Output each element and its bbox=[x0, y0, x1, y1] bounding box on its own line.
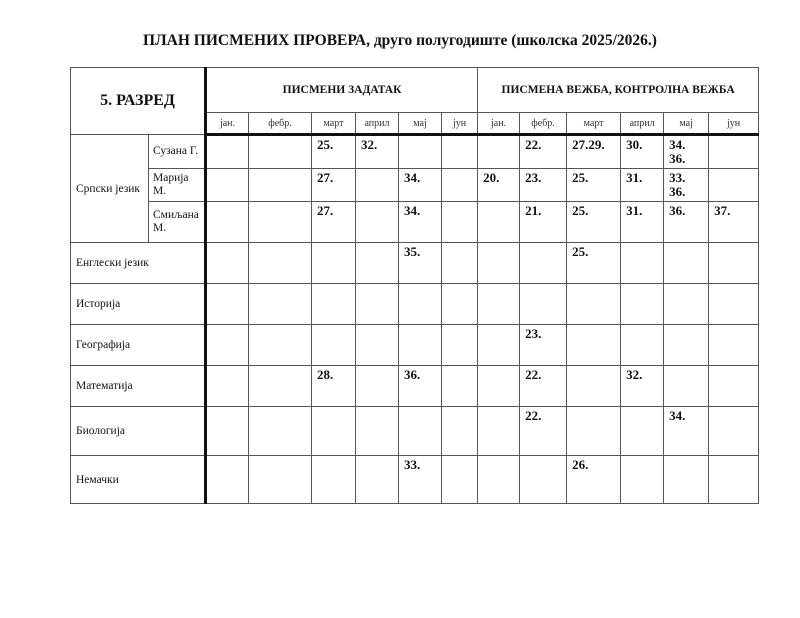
test-cell bbox=[567, 325, 621, 366]
test-cell: 36. bbox=[664, 202, 709, 243]
test-cell: 36. bbox=[399, 366, 442, 407]
test-cell bbox=[621, 407, 664, 456]
test-cell bbox=[399, 407, 442, 456]
table-row bbox=[71, 456, 759, 504]
month-header: јун bbox=[442, 113, 478, 135]
test-cell: 34. bbox=[664, 407, 709, 456]
test-cell: 34. bbox=[399, 169, 442, 202]
test-cell: 27. bbox=[312, 169, 356, 202]
test-cell bbox=[478, 456, 520, 504]
month-header: април bbox=[356, 113, 399, 135]
test-cell: 37. bbox=[709, 202, 759, 243]
teacher-name: Сузана Г. bbox=[149, 135, 206, 169]
test-cell: 22. bbox=[520, 135, 567, 169]
test-cell bbox=[442, 243, 478, 284]
month-header: фебр. bbox=[520, 113, 567, 135]
test-cell bbox=[206, 243, 249, 284]
test-cell: 31. bbox=[621, 202, 664, 243]
test-cell: 30. bbox=[621, 135, 664, 169]
test-cell bbox=[709, 169, 759, 202]
test-cell bbox=[709, 366, 759, 407]
test-cell: 22. bbox=[520, 407, 567, 456]
test-cell bbox=[442, 202, 478, 243]
test-cell bbox=[356, 169, 399, 202]
test-cell bbox=[206, 366, 249, 407]
test-cell bbox=[356, 366, 399, 407]
table-row bbox=[71, 169, 759, 202]
test-cell bbox=[249, 284, 312, 325]
subject-name: Немачки bbox=[71, 456, 206, 504]
test-cell bbox=[206, 456, 249, 504]
test-cell bbox=[478, 366, 520, 407]
test-cell bbox=[312, 284, 356, 325]
test-cell bbox=[478, 325, 520, 366]
test-cell bbox=[312, 407, 356, 456]
test-cell bbox=[206, 325, 249, 366]
test-cell bbox=[621, 456, 664, 504]
test-cell bbox=[206, 202, 249, 243]
subject-name: Биологија bbox=[71, 407, 206, 456]
teacher-name: Смиљана М. bbox=[149, 202, 206, 243]
test-cell bbox=[621, 243, 664, 284]
test-cell bbox=[312, 325, 356, 366]
test-cell bbox=[442, 135, 478, 169]
month-header: фебр. bbox=[249, 113, 312, 135]
test-cell: 32. bbox=[356, 135, 399, 169]
month-header: март bbox=[567, 113, 621, 135]
test-cell bbox=[709, 135, 759, 169]
test-cell bbox=[356, 284, 399, 325]
test-cell bbox=[709, 325, 759, 366]
month-header: мај bbox=[399, 113, 442, 135]
table-row bbox=[71, 325, 759, 366]
table-row bbox=[71, 284, 759, 325]
subject-name: Српски језик bbox=[71, 135, 149, 243]
section-written-assignment: ПИСМЕНИ ЗАДАТАК bbox=[206, 68, 478, 113]
test-cell bbox=[709, 456, 759, 504]
test-cell bbox=[567, 366, 621, 407]
test-cell bbox=[206, 169, 249, 202]
test-cell bbox=[356, 456, 399, 504]
test-cell bbox=[442, 407, 478, 456]
test-cell: 20. bbox=[478, 169, 520, 202]
test-cell bbox=[442, 169, 478, 202]
test-cell: 31. bbox=[621, 169, 664, 202]
test-cell bbox=[249, 243, 312, 284]
test-cell: 25. bbox=[567, 202, 621, 243]
subject-name: Енглески језик bbox=[71, 243, 206, 284]
test-cell bbox=[356, 325, 399, 366]
test-cell bbox=[478, 243, 520, 284]
grade-label: 5. РАЗРЕД bbox=[71, 68, 206, 135]
test-cell bbox=[664, 325, 709, 366]
test-cell: 23. bbox=[520, 169, 567, 202]
test-cell: 33. bbox=[399, 456, 442, 504]
test-cell: 26. bbox=[567, 456, 621, 504]
test-cell bbox=[399, 284, 442, 325]
test-cell bbox=[621, 284, 664, 325]
table-row bbox=[71, 407, 759, 456]
test-cell bbox=[709, 243, 759, 284]
test-cell bbox=[520, 243, 567, 284]
test-cell bbox=[249, 202, 312, 243]
month-header: мај bbox=[664, 113, 709, 135]
test-cell bbox=[356, 243, 399, 284]
test-cell: 34. bbox=[399, 202, 442, 243]
test-cell: 27. bbox=[312, 202, 356, 243]
teacher-name: Марија М. bbox=[149, 169, 206, 202]
section-written-exercise: ПИСМЕНА ВЕЖБА, КОНТРОЛНА ВЕЖБА bbox=[478, 68, 759, 113]
test-cell: 22. bbox=[520, 366, 567, 407]
subject-name: Историја bbox=[71, 284, 206, 325]
month-header: јун bbox=[709, 113, 759, 135]
test-cell bbox=[442, 456, 478, 504]
test-cell: 25. bbox=[567, 243, 621, 284]
test-cell bbox=[249, 366, 312, 407]
test-cell bbox=[249, 135, 312, 169]
test-cell: 25. bbox=[567, 169, 621, 202]
month-header: април bbox=[621, 113, 664, 135]
test-cell bbox=[478, 284, 520, 325]
test-cell bbox=[206, 284, 249, 325]
test-cell bbox=[312, 456, 356, 504]
test-cell: 21. bbox=[520, 202, 567, 243]
test-cell bbox=[249, 169, 312, 202]
test-cell: 28. bbox=[312, 366, 356, 407]
test-cell bbox=[206, 135, 249, 169]
header-row bbox=[71, 68, 759, 113]
test-cell bbox=[478, 202, 520, 243]
test-cell bbox=[478, 135, 520, 169]
test-cell bbox=[206, 407, 249, 456]
test-cell bbox=[709, 284, 759, 325]
test-cell bbox=[312, 243, 356, 284]
table-row bbox=[71, 135, 759, 169]
table-row bbox=[71, 202, 759, 243]
test-cell bbox=[399, 325, 442, 366]
test-cell bbox=[567, 284, 621, 325]
test-cell: 35. bbox=[399, 243, 442, 284]
test-cell bbox=[249, 325, 312, 366]
test-cell bbox=[664, 243, 709, 284]
test-cell: 33. 36. bbox=[664, 169, 709, 202]
test-cell bbox=[520, 284, 567, 325]
table-row bbox=[71, 243, 759, 284]
test-cell bbox=[356, 202, 399, 243]
test-cell bbox=[442, 284, 478, 325]
test-cell bbox=[664, 366, 709, 407]
test-cell bbox=[478, 407, 520, 456]
test-cell bbox=[356, 407, 399, 456]
table-row bbox=[71, 366, 759, 407]
test-cell: 27.29. bbox=[567, 135, 621, 169]
month-header: јан. bbox=[478, 113, 520, 135]
test-cell bbox=[709, 407, 759, 456]
test-cell bbox=[399, 135, 442, 169]
month-header: март bbox=[312, 113, 356, 135]
test-cell bbox=[249, 456, 312, 504]
test-cell bbox=[567, 407, 621, 456]
test-cell bbox=[664, 456, 709, 504]
test-cell bbox=[621, 325, 664, 366]
test-cell bbox=[442, 325, 478, 366]
subject-name: Математија bbox=[71, 366, 206, 407]
test-cell: 32. bbox=[621, 366, 664, 407]
test-cell bbox=[664, 284, 709, 325]
test-cell bbox=[249, 407, 312, 456]
page-title: ПЛАН ПИСМЕНИХ ПРОВЕРА, друго полугодиште (школска 2025/2026.) bbox=[143, 32, 657, 49]
test-cell: 34. 36. bbox=[664, 135, 709, 169]
test-cell bbox=[442, 366, 478, 407]
test-cell: 25. bbox=[312, 135, 356, 169]
month-header: јан. bbox=[206, 113, 249, 135]
exam-plan-table bbox=[70, 67, 759, 504]
test-cell: 23. bbox=[520, 325, 567, 366]
subject-name: Географија bbox=[71, 325, 206, 366]
test-cell bbox=[520, 456, 567, 504]
